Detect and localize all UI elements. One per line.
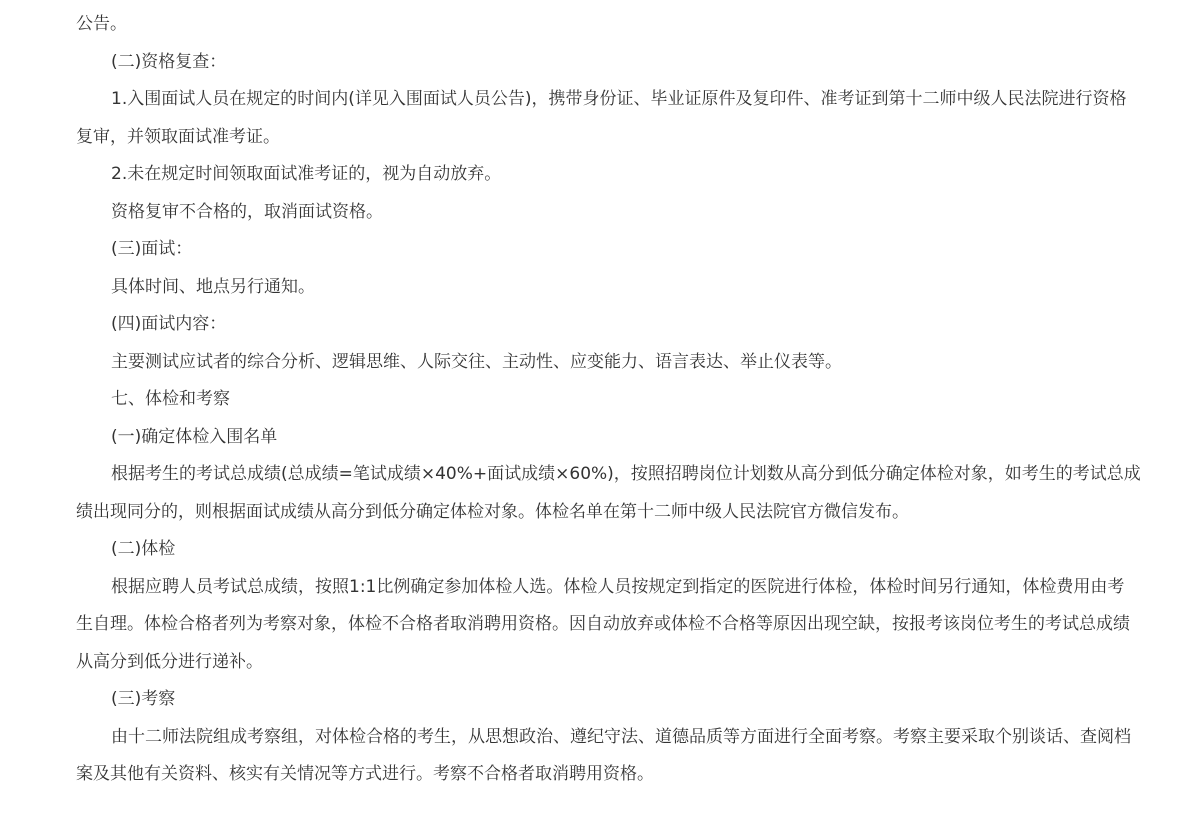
paragraph-announcement-tail: 公告。 [76, 14, 127, 34]
heading-qualification-review: (二)资格复查： [111, 51, 227, 72]
paragraph-interview-content: 主要测试应试者的综合分析、逻辑思维、人际交往、主动性、应变能力、语言表达、举止仪表等。 [111, 351, 842, 372]
article-body [76, 6, 1141, 794]
paragraph-inspection: 由十二师法院组成考察组，对体检合格的考生，从思想政治、遵纪守法、道德品质等方面进行全面考察。考察主要采取个别谈话、查阅档案及其他有关资料、核实有关情况等方式进行。考察不合格者取消聘用资格。 [76, 726, 1131, 784]
paragraph-exam-shortlist: 根据考生的考试总成绩(总成绩=笔试成绩×40%+面试成绩×60%)，按照招聘岗位计划数从高分到低分确定体检对象，如考生的考试总成绩出现同分的，则根据面试成绩从高分到低分确定体检对象。体检名单在第十二师中级人民法院官方微信发布。 [76, 464, 1141, 522]
paragraph-interview-time: 具体时间、地点另行通知。 [111, 276, 315, 297]
heading-interview: (三)面试： [111, 239, 193, 259]
heading-interview-content: (四)面试内容： [111, 314, 227, 334]
heading-inspection: (三)考察 [111, 689, 176, 709]
paragraph-review-item-1: 1.入围面试人员在规定的时间内(详见入围面试人员公告)，携带身份证、毕业证原件及复印件、准考证到第十二师中级人民法院进行资格复审，并领取面试准考证。 [76, 89, 1127, 147]
paragraph-review-failure: 资格复审不合格的，取消面试资格。 [111, 201, 383, 222]
paragraph-review-item-2: 2.未在规定时间领取面试准考证的，视为自动放弃。 [111, 164, 502, 184]
paragraph-physical-exam: 根据应聘人员考试总成绩，按照1:1比例确定参加体检人选。体检人员按规定到指定的医院进行体检，体检时间另行通知，体检费用由考生自理。体检合格者列为考察对象，体检不合格者取消聘用资格。因自动放弃或体检不合格等原因出现空缺，按报考该岗位考生的考试总成绩从高分到低分进行递补。 [76, 576, 1130, 672]
heading-section-seven: 七、体检和考察 [111, 389, 230, 409]
heading-exam-shortlist: (一)确定体检入围名单 [111, 426, 278, 447]
heading-physical-exam: (二)体检 [111, 539, 176, 559]
